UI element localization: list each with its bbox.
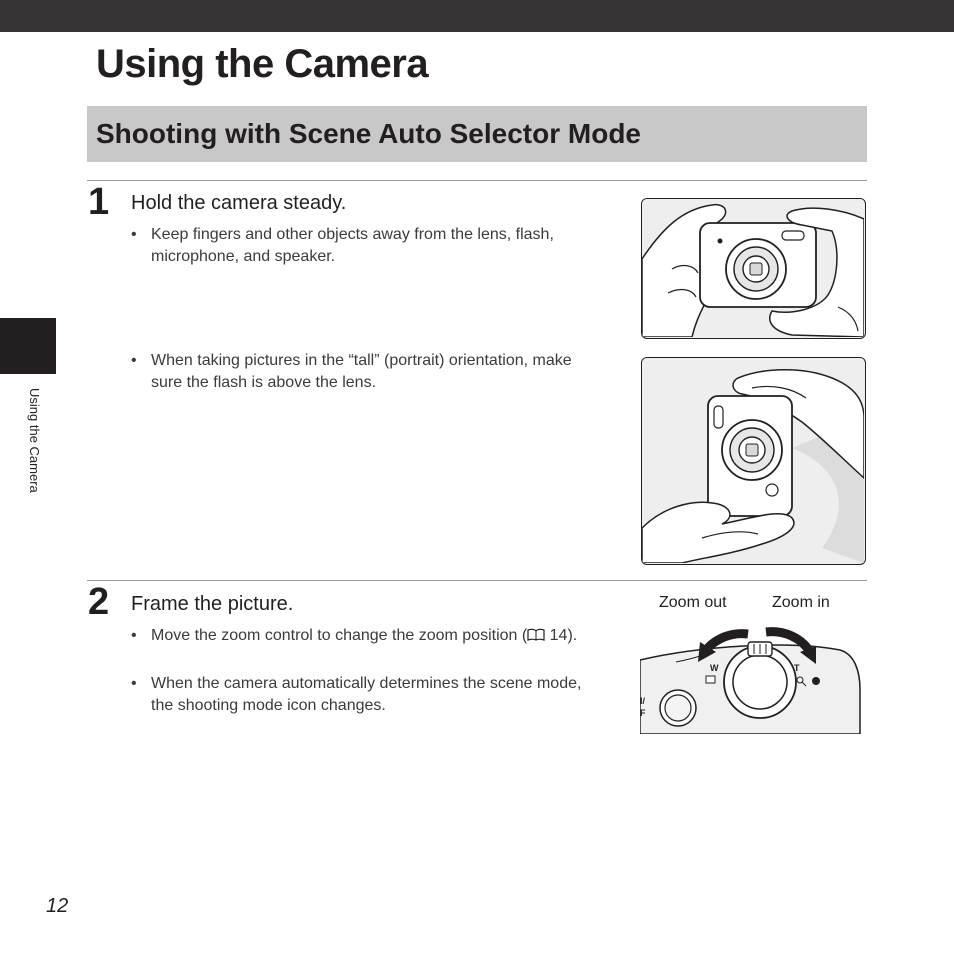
zoom-control-illustration [640,620,862,734]
bullet-text: When taking pictures in the “tall” (portrait) orientation, make sure the flash is above the lens. [151,352,572,391]
step-2-bullet-1 [131,625,601,647]
book-reference-icon [527,628,545,641]
step-2-rule [87,580,867,581]
step-1-heading: Hold the camera steady. [131,192,347,214]
tele-mark: T [794,663,800,673]
chapter-side-tab [0,318,56,374]
portrait-hold-illustration [641,357,866,565]
step-1-rule [87,180,867,181]
page-number: 12 [46,895,69,917]
top-bar [0,0,954,32]
bullet-dot: • [131,226,137,243]
step-1-bullet-2 [131,350,601,394]
bullet-text-before: Move the zoom control to change the zoom position ( [151,627,528,644]
bullet-ref-page: 14). [545,627,578,644]
wide-mark: W [710,663,719,673]
bullet-text: When the camera automatically determines the scene mode, the shooting mode icon changes. [151,675,582,714]
chapter-side-label: Using the Camera [27,388,42,493]
power-mark-top: I/ [640,696,646,706]
bullet-text [151,625,601,647]
bullet-dot: • [131,627,137,644]
step-1-number: 1 [88,181,110,223]
bullet-dot: • [131,352,137,369]
zoom-out-label: Zoom out [659,594,727,611]
step-1-bullet-1 [131,224,601,268]
step-2-number: 2 [88,581,110,623]
bullet-text: Keep fingers and other objects away from the lens, flash, microphone, and speaker. [151,226,554,265]
bullet-dot: • [131,675,137,692]
power-mark-bottom: F [640,708,646,718]
step-2-heading: Frame the picture. [131,593,294,615]
page-title: Using the Camera [96,42,429,86]
step-2-bullet-2 [131,673,601,717]
landscape-hold-illustration [641,198,866,339]
section-title: Shooting with Scene Auto Selector Mode [96,118,641,149]
zoom-in-label: Zoom in [772,594,830,611]
